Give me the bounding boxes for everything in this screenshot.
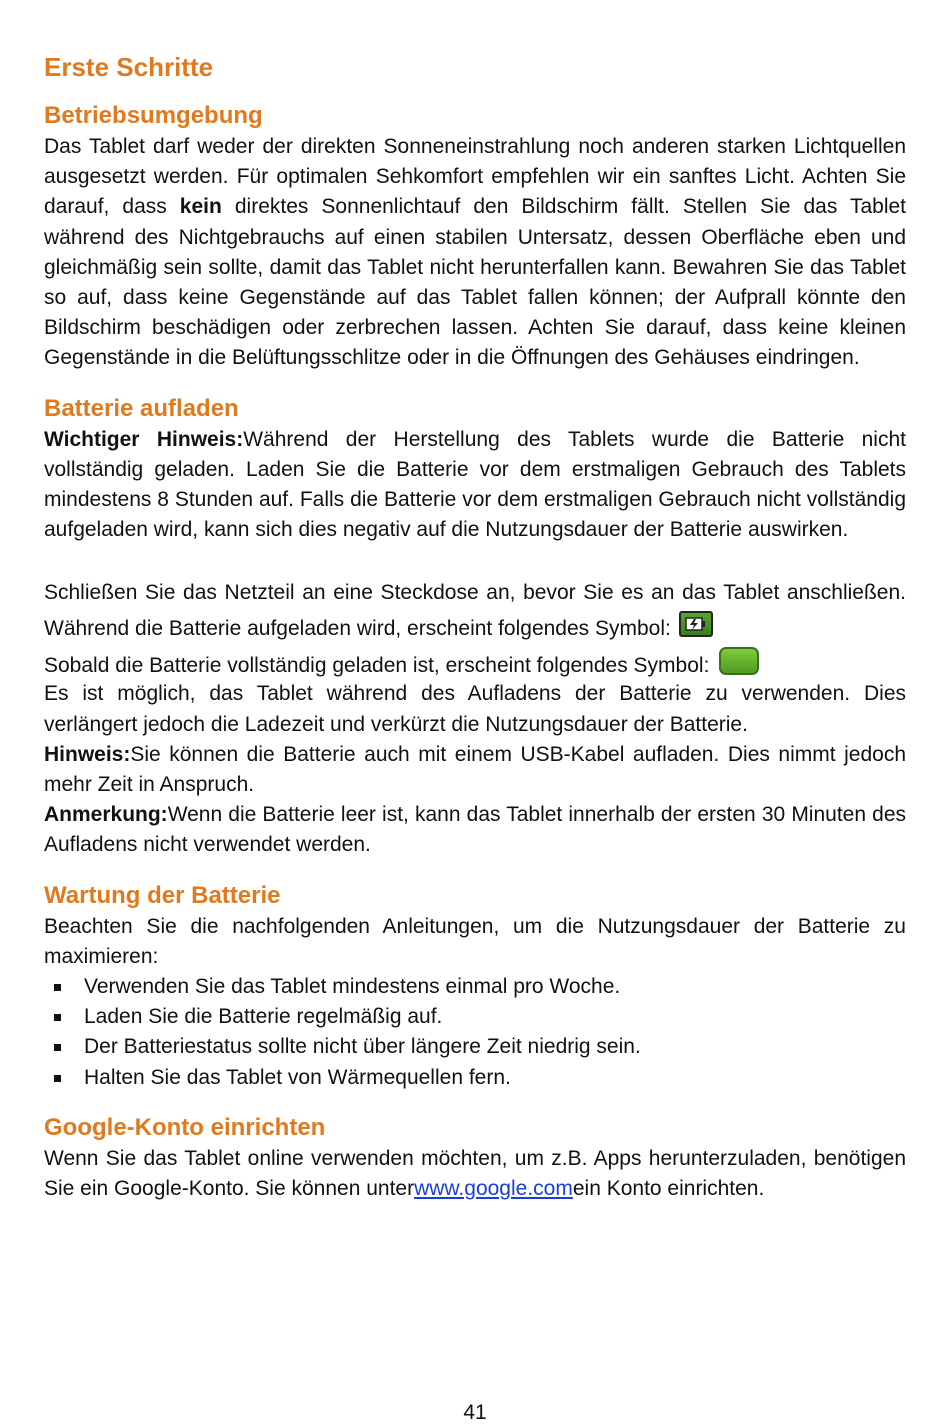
google-link[interactable]: www.google.com [414, 1177, 573, 1201]
paragraph-usage-while-charging: Es ist möglich, das Tablet während des Aufladens der Batterie zu verwenden. Dies verlängert jedoch die Ladezeit und verkürzt die Nutzungsdauer der Batterie. [44, 682, 906, 736]
text-run: direktes Sonnenlichtauf den Bildschirm fällt. Stellen Sie das Tablet während des Nichtgebrauchs auf einen stabilen Untersatz, dessen Oberfläche eben und gleichmäßig sein sollte, damit das Tablet nicht herunterfallen kann. Bewahren Sie das Tablet so auf, dass keine Gegenstände auf das Tablet fallen können; der Aufprall könnte den Bildschirm beschädigen oder zerbrechen lassen. Achten Sie darauf, dass keine kleinen Gegenstände in die Belüftungsschlitze oder in die Öffnungen des Gehäuses eindringen. [44, 195, 907, 370]
full-battery-text: Sobald die Batterie vollständig geladen ist, erscheint folgendes Symbol: [44, 654, 710, 678]
paragraph-betriebsumgebung [44, 132, 906, 374]
section-heading-batterie: Batterie aufladen [44, 394, 239, 422]
page-content [44, 50, 906, 1204]
list-item-text: Laden Sie die Batterie regelmäßig auf. [84, 1005, 443, 1029]
list-item [44, 1063, 906, 1093]
page-number: 41 [463, 1401, 487, 1424]
important-note-label: Wichtiger Hinweis: [44, 427, 244, 451]
list-item [44, 972, 906, 1002]
paragraph-remark [44, 800, 906, 860]
list-item [44, 1002, 906, 1032]
hint-label: Hinweis: [44, 742, 131, 766]
google-text-b: ein Konto einrichten. [572, 1177, 765, 1201]
bullet-icon [54, 1014, 61, 1021]
list-item-text: Verwenden Sie das Tablet mindestens einmal pro Woche. [84, 975, 621, 999]
list-item-text: Halten Sie das Tablet von Wärmequellen fern. [84, 1065, 511, 1089]
bullet-icon [54, 1044, 61, 1051]
text-run: Das Tablet darf weder der direkten Sonneneinstrahlung noch anderen starken Lichtquellen ausgesetzt werden. Für optimalen Sehkomfort empfehlen wir ein sanftes Licht. Achten Sie darauf, dass [44, 135, 906, 219]
important-note-text: Während der Herstellung des Tablets wurde die Batterie nicht vollständig geladen. Laden Sie die Batterie vor dem erstmaligen Gebrauch des Tablets mindestens 8 Stunden auf. Falls die Batterie vor dem erstmaligen Gebrauch nicht vollständig aufgeladen wird, kann sich dies negativ auf die Nutzungsdauer der Batterie auswirken. [44, 427, 906, 542]
battery-charging-icon [679, 611, 713, 637]
remark-label: Anmerkung: [44, 803, 168, 827]
list-item [44, 1032, 906, 1062]
paragraph-important-note [44, 425, 906, 546]
bullet-icon [54, 984, 61, 991]
remark-text: Wenn die Batterie leer ist, kann das Tablet innerhalb der ersten 30 Minuten des Aufladens nicht verwendet werden. [44, 803, 906, 857]
section-heading-wartung: Wartung der Batterie [44, 881, 281, 909]
maintenance-list [44, 972, 906, 1093]
google-text-a: Wenn Sie das Tablet online verwenden möchten, um z.B. Apps herunterzuladen, benötigen Sie ein Google-Konto. Sie können unter [44, 1146, 906, 1201]
charging-text: Schließen Sie das Netzteil an eine Steckdose an, bevor Sie es an das Tablet anschließen. Während die Batterie aufgeladen wird, erscheint folgendes Symbol: [44, 581, 906, 641]
hint-text: Sie können die Batterie auch mit einem USB-Kabel aufladen. Dies nimmt jedoch mehr Zeit in Anspruch. [44, 742, 906, 797]
paragraph-google [44, 1144, 906, 1204]
list-item-text: Der Batteriestatus sollte nicht über längere Zeit niedrig sein. [84, 1035, 641, 1059]
paragraph-wartung-intro: Beachten Sie die nachfolgenden Anleitungen, um die Nutzungsdauer der Batterie zu maximieren: [44, 914, 906, 968]
section-heading-betriebsumgebung: Betriebsumgebung [44, 102, 263, 129]
section-heading-google: Google-Konto einrichten [44, 1113, 326, 1141]
page-title: Erste Schritte [44, 52, 214, 82]
paragraph-charging [44, 575, 906, 647]
emphasis-kein: kein [179, 195, 222, 219]
bullet-icon [54, 1075, 61, 1082]
paragraph-hint [44, 740, 906, 800]
battery-full-icon [719, 647, 759, 675]
